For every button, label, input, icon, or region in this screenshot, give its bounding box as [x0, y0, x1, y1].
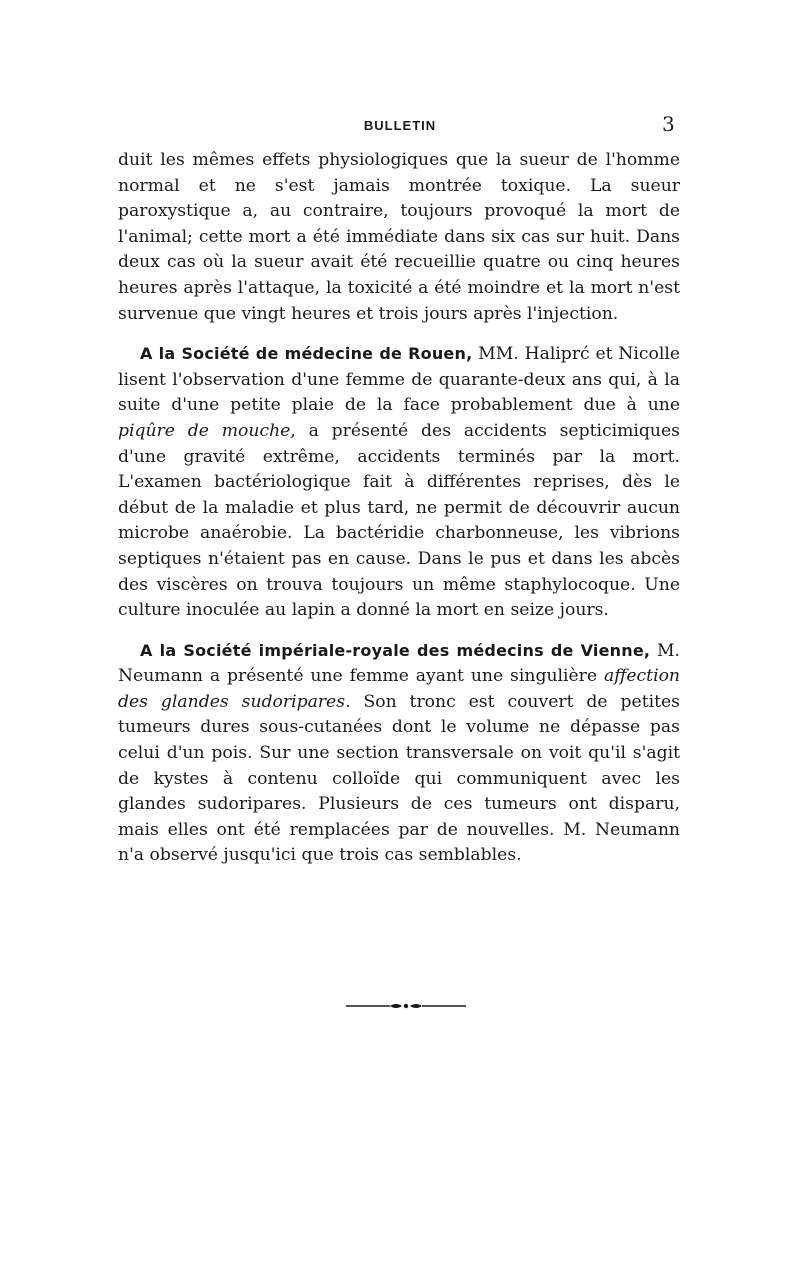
body-text [118, 148, 680, 869]
paragraph-vienna-society [118, 638, 680, 869]
tailpiece-rule-icon [346, 1000, 466, 1012]
paragraph-text: MM. Haliprć et Nicolle lisent l'observation d'une femme de quarante-deux ans qui, à la suite d'une petite plaie de la face probablement due à une [118, 344, 680, 416]
paragraph-sweat-toxicity [118, 148, 680, 327]
page-number: 3 [662, 112, 675, 136]
italic-term: affection des glandes sudoripares [118, 666, 680, 712]
paragraph-text: duit les mêmes effets physiologiques que la sueur de l'homme normal et ne s'est jamais montrée toxique. La sueur paroxystique a, au contraire, toujours provoqué la mort de l'animal; cette mort a été immédiate dans six cas sur huit. Dans deux cas où la sueur avait été recueillie quatre ou cinq heures heures après l'attaque, la toxicité a été moindre et la mort n'est survenue que vingt heures et trois jours après l'injection. [118, 150, 680, 324]
paragraph-text: . Son tronc est couvert de petites tumeurs dures sous-cutanées dont le volume ne dépasse pas celui d'un pois. Sur une section transversale on voit qu'il s'agit de kystes à contenu colloïde qui communiquent avec les glandes sudoripares. Plusieurs de ces tumeurs ont disparu, mais elles ont été remplacées par de nouvelles. M. Neumann n'a observé jusqu'ici que trois cas semblables. [118, 691, 680, 866]
section-lead-rouen: A la Société de médecine de Rouen, [140, 344, 473, 364]
paragraph-text: , a présenté des accidents septicimiques d'une gravité extrême, accidents terminés par la mort. L'examen bactériologique fait à différentes reprises, dès le début de la maladie et plus tard, ne permit de découvrir aucun microbe anaérobie. La bactéridie charbonneuse, les vibrions septiques n'étaient pas en cause. Dans le pus et dans les abcès des viscères on trouva toujours un même staphylocoque. Une culture inoculée au lapin a donné la mort en seize jours. [118, 420, 680, 621]
paragraph-text: M. Neumann a présenté une femme ayant une singulière [118, 640, 681, 687]
italic-term: piqûre de mouche [118, 420, 291, 441]
running-title: BULLETIN [363, 118, 437, 133]
paragraph-rouen-society [118, 341, 680, 624]
section-lead-vienna: A la Société impériale-royale des médecins de Vienne, [140, 640, 651, 660]
